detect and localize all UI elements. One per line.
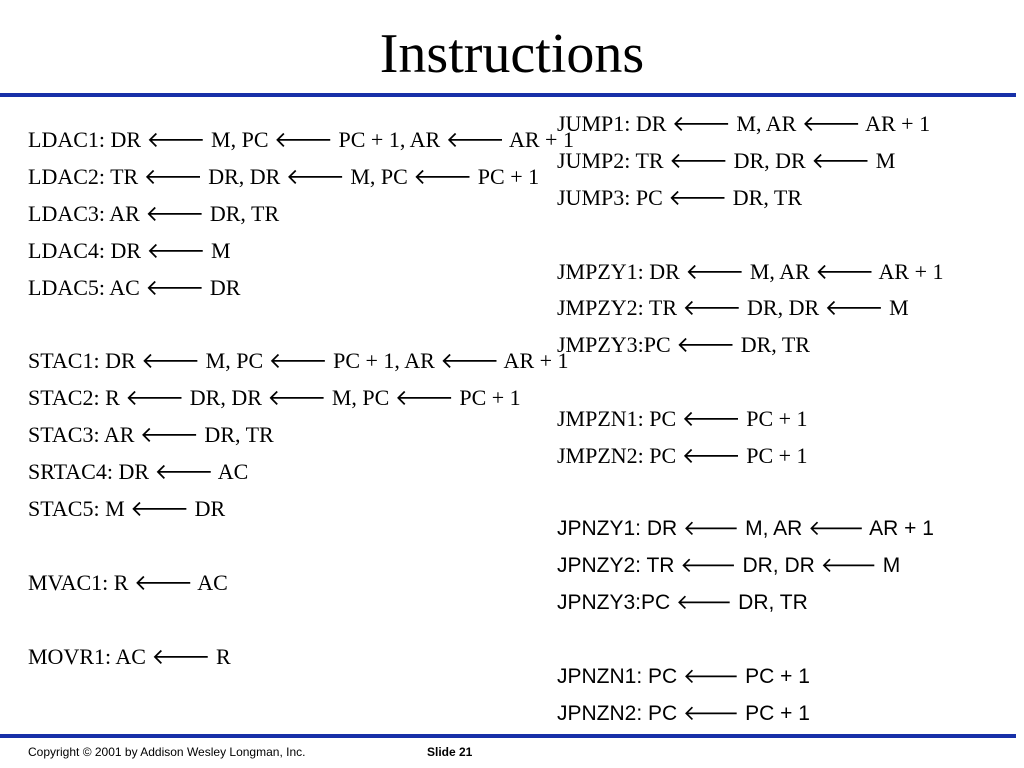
right-line-jmpzn1: JMPZN1: PC 🡐 PC + 1 [557,406,808,431]
left-line-ldac5: LDAC5: AC 🡐 DR [28,275,241,300]
right-line-jmpzy2: JMPZY2: TR 🡐 DR, DR 🡐 M [557,295,909,320]
footer-slide-number: Slide 21 [427,745,473,759]
left-line-stac3: STAC3: AR 🡐 DR, TR [28,422,274,447]
right-line-jump1: JUMP1: DR 🡐 M, AR 🡐 AR + 1 [557,111,931,136]
right-line-jump3: JUMP3: PC 🡐 DR, TR [557,185,803,210]
right-line-jpnzy3: JPNZY3:PC 🡐 DR, TR [557,591,808,614]
left-line-movr1: MOVR1: AC 🡐 R [28,644,231,669]
left-line-stac2: STAC2: R 🡐 DR, DR 🡐 M, PC 🡐 PC + 1 [28,385,521,410]
left-line-mvac1: MVAC1: R 🡐 AC [28,570,228,595]
right-line-jmpzn2: JMPZN2: PC 🡐 PC + 1 [557,443,808,468]
right-line-jmpzy3: JMPZY3:PC 🡐 DR, TR [557,332,810,357]
slide-title: Instructions [379,23,645,85]
right-line-jump2: JUMP2: TR 🡐 DR, DR 🡐 M [557,148,896,173]
right-line-jpnzn2: JPNZN2: PC 🡐 PC + 1 [557,702,810,725]
title-divider [0,93,1016,97]
left-line-ldac3: LDAC3: AR 🡐 DR, TR [28,201,280,226]
right-line-jpnzy2: JPNZY2: TR 🡐 DR, DR 🡐 M [557,554,901,577]
left-line-ldac1: LDAC1: DR 🡐 M, PC 🡐 PC + 1, AR 🡐 AR + 1 [28,127,574,152]
right-line-jpnzn1: JPNZN1: PC 🡐 PC + 1 [557,665,810,688]
right-line-jpnzy1: JPNZY1: DR 🡐 M, AR 🡐 AR + 1 [557,517,934,540]
left-line-stac5: STAC5: M 🡐 DR [28,496,226,521]
right-line-jmpzy1: JMPZY1: DR 🡐 M, AR 🡐 AR + 1 [557,259,944,284]
footer-copyright: Copyright © 2001 by Addison Wesley Longman, Inc. [28,745,306,759]
left-line-srtac4: SRTAC4: DR 🡐 AC [28,459,249,484]
left-line-ldac2: LDAC2: TR 🡐 DR, DR 🡐 M, PC 🡐 PC + 1 [28,164,540,189]
left-line-ldac4: LDAC4: DR 🡐 M [28,238,231,263]
left-line-stac1: STAC1: DR 🡐 M, PC 🡐 PC + 1, AR 🡐 AR + 1 [28,348,569,373]
footer-divider [0,734,1016,738]
